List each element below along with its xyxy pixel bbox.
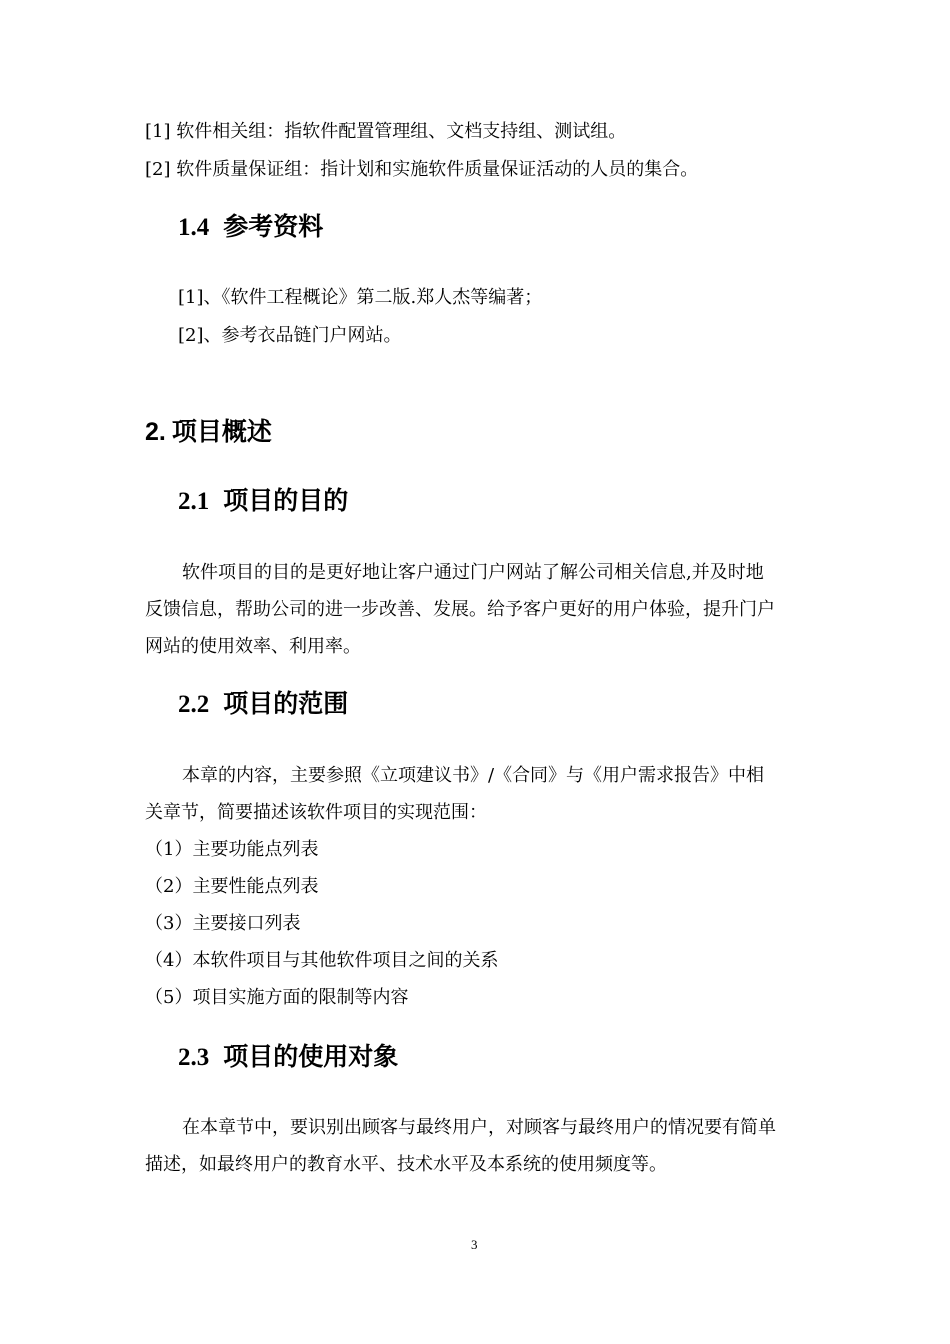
section-title: 项目的目的 (223, 486, 349, 515)
section-heading-2-3 (178, 1043, 398, 1072)
paragraph-line: 反馈信息，帮助公司的进一步改善、发展。给予客户更好的用户体验，提升门户 (145, 599, 775, 620)
chapter-title: 项目概述 (171, 417, 272, 446)
section-number: 2.1 (178, 488, 210, 515)
paragraph-line: 关章节，简要描述该软件项目的实现范围： (145, 802, 487, 823)
glossary-item: [2] 软件质量保证组：指计划和实施软件质量保证活动的人员的集合。 (145, 159, 699, 180)
section-number: 1.4 (178, 214, 210, 241)
list-item: （3）主要接口列表 (145, 913, 301, 934)
section-heading-2-2 (178, 690, 348, 719)
reference-item: [1]、《软件工程概论》第二版.郑人杰等编著； (178, 287, 543, 308)
glossary-item: [1] 软件相关组：指软件配置管理组、文档支持组、测试组。 (145, 121, 627, 142)
paragraph-line: 本章的内容，主要参照《立项建议书》/《合同》与《用户需求报告》中相 (182, 765, 765, 786)
reference-item: [2]、参考衣品链门户网站。 (178, 325, 402, 346)
section-heading-1-4 (178, 213, 323, 242)
paragraph-line: 描述，如最终用户的教育水平、技术水平及本系统的使用频度等。 (145, 1154, 667, 1175)
paragraph-line: 软件项目的目的是更好地让客户通过门户网站了解公司相关信息,并及时地 (182, 562, 764, 583)
chapter-heading-2 (145, 418, 272, 446)
list-item: （1）主要功能点列表 (145, 839, 319, 860)
section-title: 参考资料 (223, 212, 324, 241)
chapter-number: 2. (145, 418, 166, 446)
paragraph-line: 在本章节中，要识别出顾客与最终用户，对顾客与最终用户的情况要有简单 (182, 1117, 776, 1138)
section-title: 项目的范围 (223, 689, 349, 718)
list-item: （5）项目实施方面的限制等内容 (145, 987, 409, 1008)
section-heading-2-1 (178, 487, 348, 516)
paragraph-line: 网站的使用效率、利用率。 (145, 636, 361, 657)
list-item: （2）主要性能点列表 (145, 876, 319, 897)
section-number: 2.3 (178, 1044, 210, 1071)
list-item: （4）本软件项目与其他软件项目之间的关系 (145, 950, 499, 971)
section-title: 项目的使用对象 (223, 1042, 399, 1071)
page-number: 3 (471, 1237, 478, 1252)
section-number: 2.2 (178, 691, 210, 718)
